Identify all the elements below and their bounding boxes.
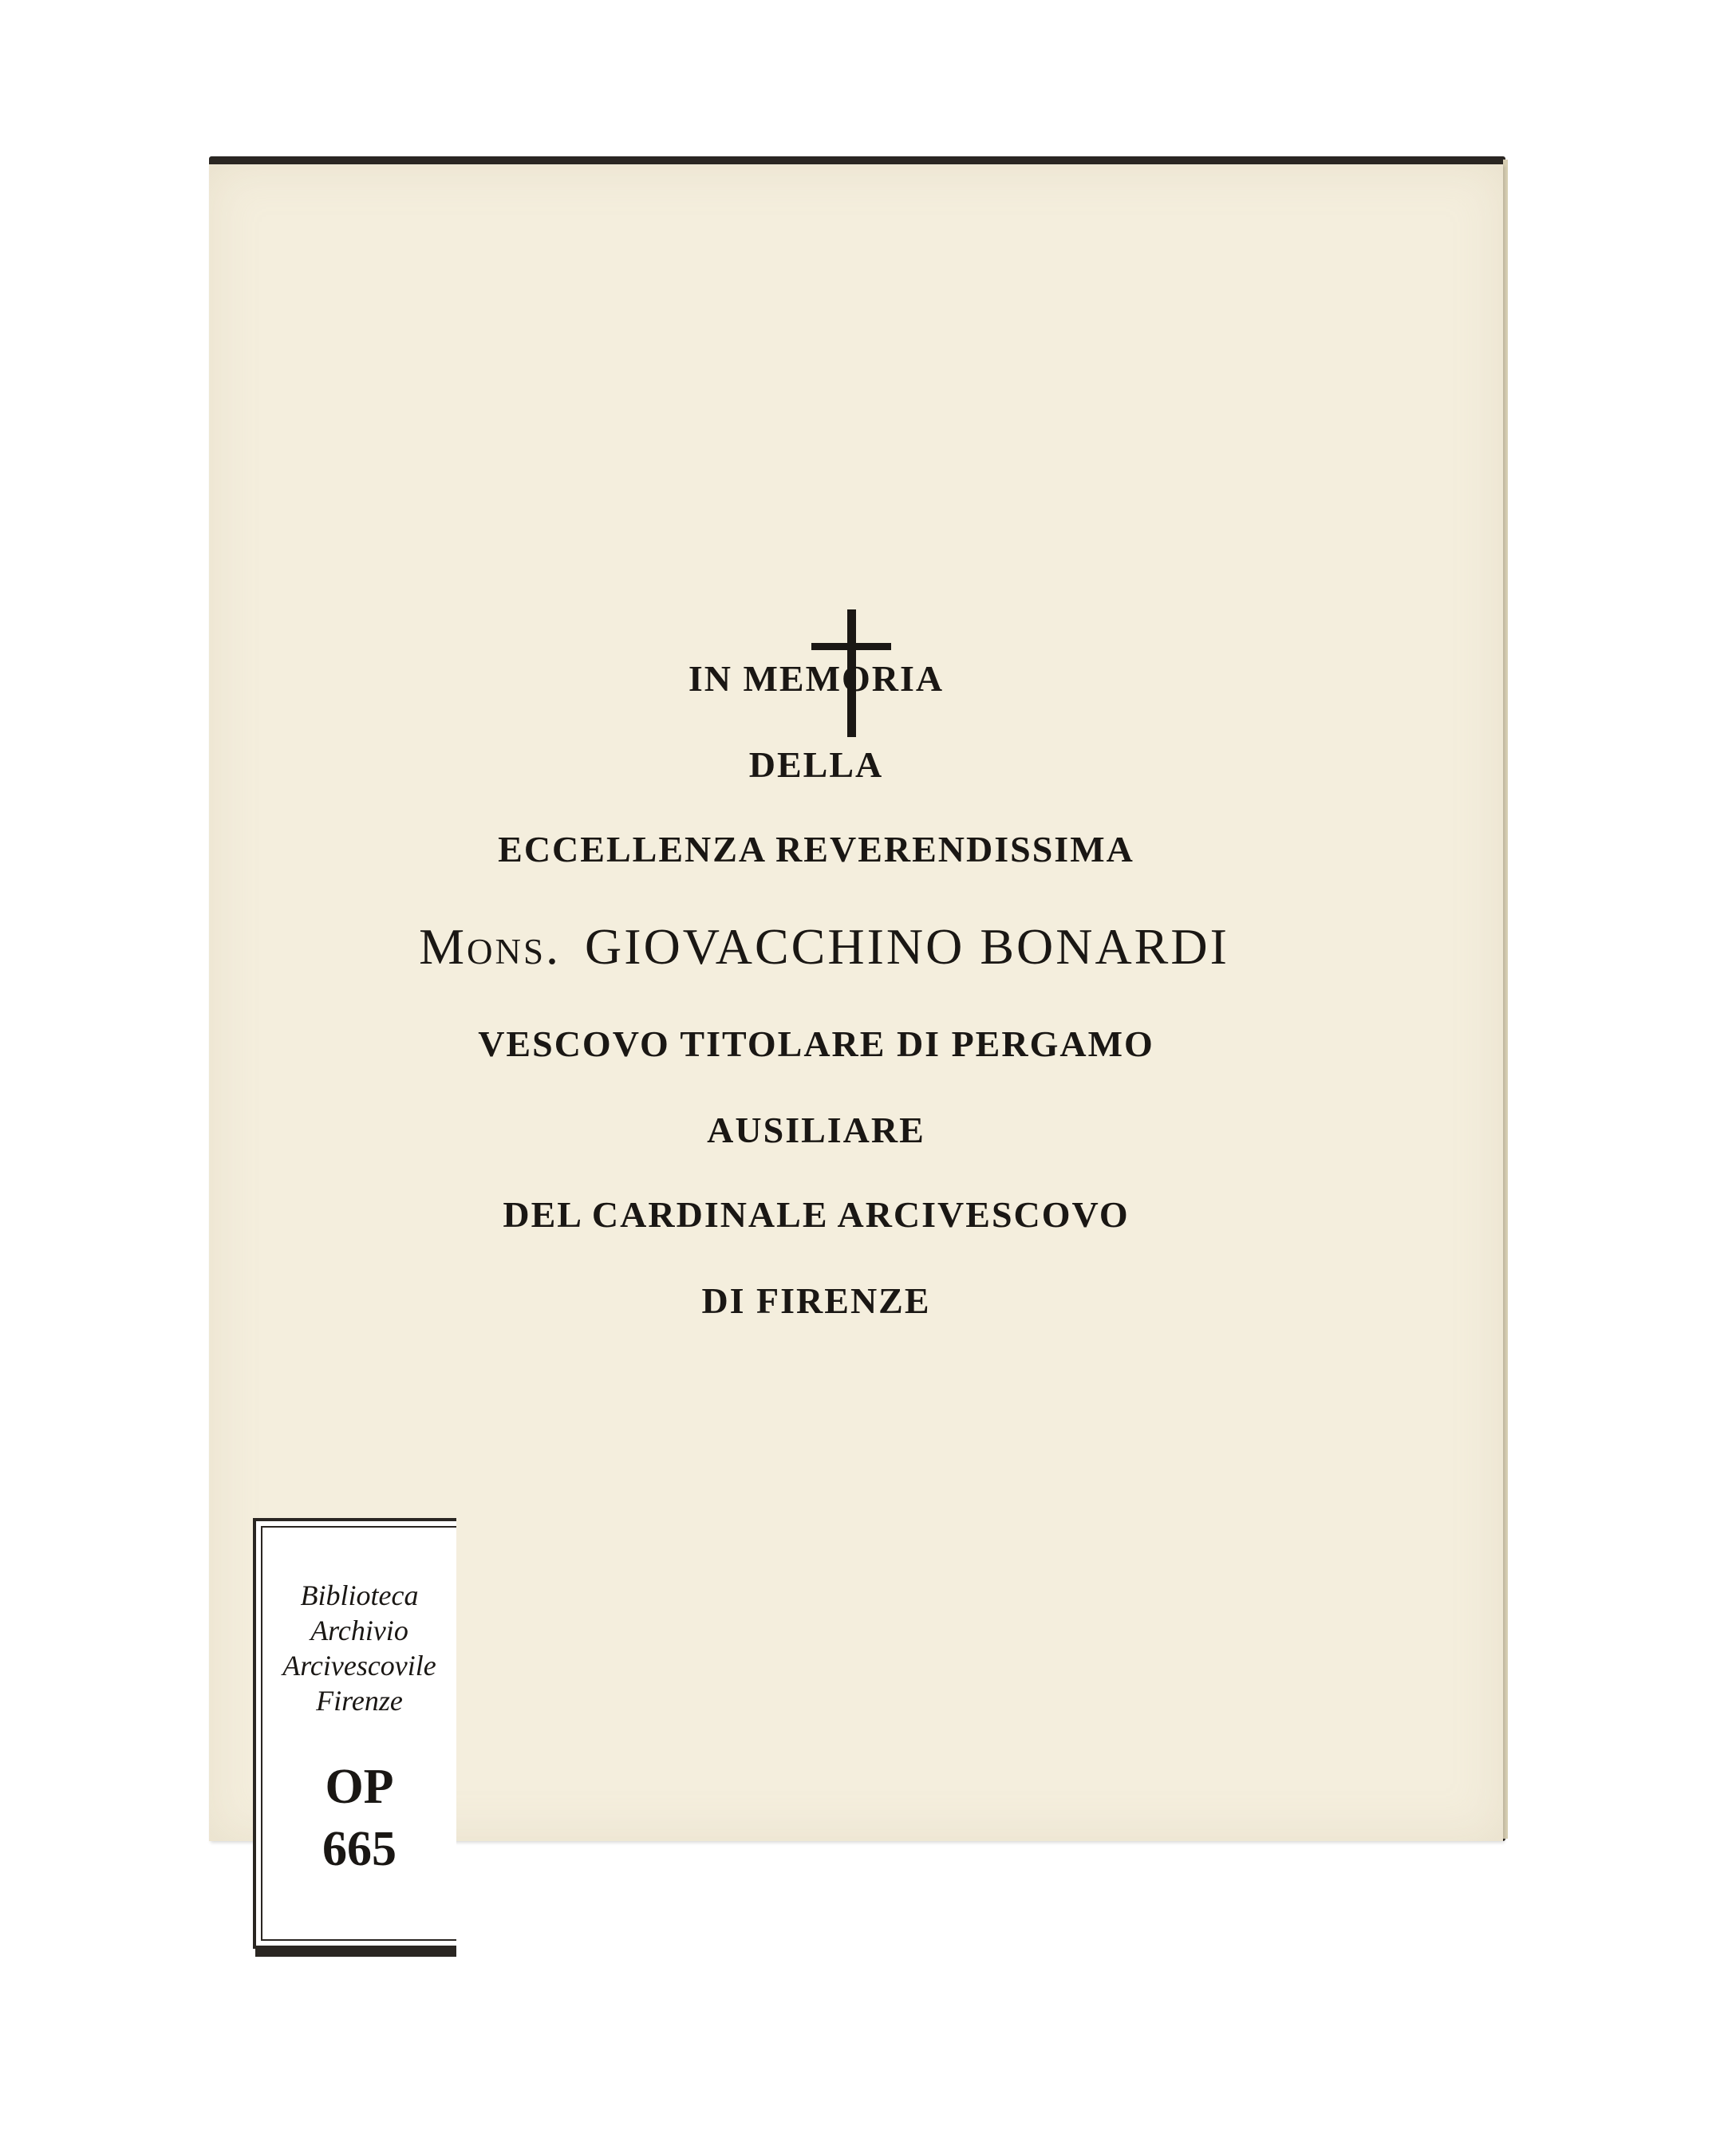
label-line-arcivescovile: Arcivescovile bbox=[282, 1650, 436, 1682]
title-line-della: DELLA bbox=[748, 744, 884, 785]
shelfmark-prefix: OP bbox=[325, 1760, 394, 1814]
title-line-vescovo: VESCOVO TITOLARE DI PERGAMO bbox=[478, 1023, 1154, 1064]
title-line-eccellenza: ECCELLENZA REVERENDISSIMA bbox=[498, 829, 1134, 869]
booklet-page-edge bbox=[1503, 160, 1508, 1839]
label-line-archivio: Archivio bbox=[310, 1615, 408, 1646]
shelfmark-number: 665 bbox=[322, 1822, 397, 1876]
library-shelf-label bbox=[253, 1518, 456, 1949]
title-line-name bbox=[177, 917, 1471, 976]
title-line-ausiliare: AUSILIARE bbox=[707, 1110, 925, 1150]
label-inner-border bbox=[261, 1526, 456, 1941]
title-line-firenze: DI FIRENZE bbox=[701, 1280, 931, 1321]
label-line-biblioteca: Biblioteca bbox=[300, 1579, 419, 1611]
person-name: GIOVACCHINO BONARDI bbox=[585, 918, 1229, 975]
label-line-firenze: Firenze bbox=[316, 1685, 403, 1717]
honorific: Mons. bbox=[419, 918, 562, 975]
title-line-in-memoria: IN MEMORIA bbox=[688, 658, 945, 699]
title-line-cardinale: DEL CARDINALE ARCIVESCOVO bbox=[503, 1194, 1130, 1235]
